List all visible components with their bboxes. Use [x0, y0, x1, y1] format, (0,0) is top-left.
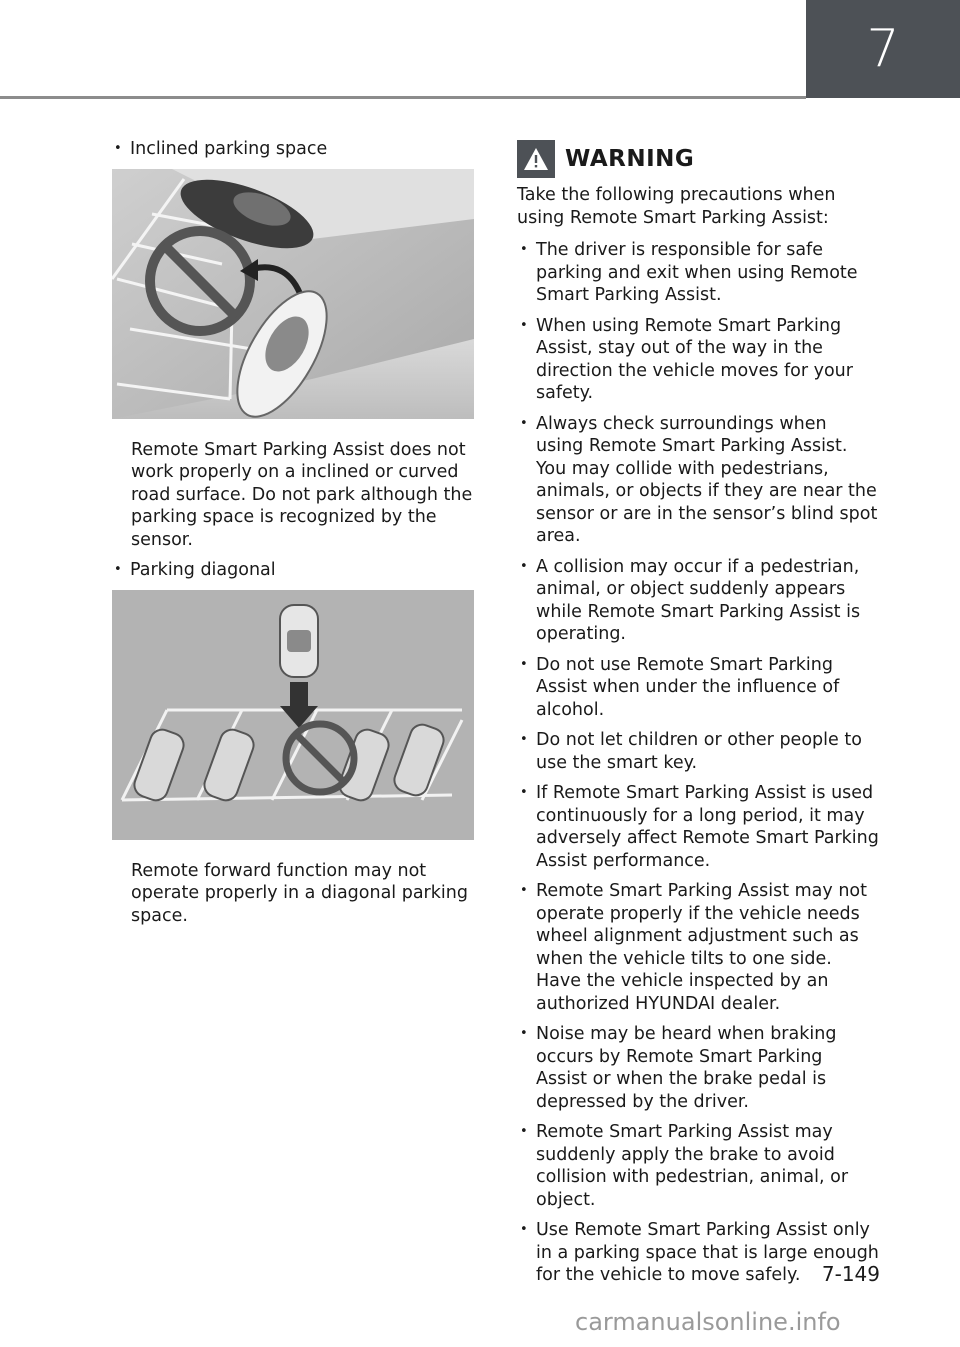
inclined-description: Remote Smart Parking Assist does not work properly on a inclined or curved road surface. Do not park although the parking space is recognized by the sensor. — [131, 439, 473, 550]
diagonal-description: Remote forward function may not operate properly in a diagonal parking space. — [131, 860, 468, 926]
warning-list — [517, 239, 879, 1287]
warning-intro: Take the following precautions when using Remote Smart Parking Assist: — [517, 185, 836, 228]
bullet-inclined: • Inclined parking space — [112, 138, 474, 161]
figure-inclined-parking — [112, 169, 474, 419]
figure-diagonal-parking — [112, 590, 474, 840]
warning-item: • Use Remote Smart Parking Assist only in a parking space that is large enough for the vehicle to move safely. — [517, 1219, 879, 1287]
warning-item: • The driver is responsible for safe parking and exit when using Remote Smart Parking Assist. — [517, 239, 879, 307]
header-rule — [0, 96, 806, 99]
warning-item: • Do not let children or other people to use the smart key. — [517, 729, 879, 774]
chapter-number: 7 — [866, 19, 900, 79]
page-number: 7-149 — [821, 1262, 880, 1286]
moving-car-icon — [280, 605, 318, 677]
warning-item: • A collision may occur if a pedestrian, animal, or object suddenly appears while Remote Smart Parking Assist is operating. — [517, 556, 879, 646]
warning-item: • Always check surroundings when using Remote Smart Parking Assist. You may collide with pedestrians, animals, or objects if they are near the sensor or are in the sensor’s blind spot area. — [517, 413, 879, 548]
warning-header — [517, 140, 879, 178]
warning-item: • When using Remote Smart Parking Assist, stay out of the way in the direction the vehicle moves for your safety. — [517, 315, 879, 405]
watermark: carmanualsonline.info — [575, 1308, 841, 1336]
bullet-diagonal: • Parking diagonal — [112, 559, 474, 582]
warning-item: • Remote Smart Parking Assist may suddenly apply the brake to avoid collision with pedestrian, animal, or object. — [517, 1121, 879, 1211]
warning-item: • Noise may be heard when braking occurs by Remote Smart Parking Assist or when the brake pedal is depressed by the driver. — [517, 1023, 879, 1113]
warning-box — [517, 140, 879, 1295]
warning-title: WARNING — [565, 146, 695, 172]
left-column — [112, 138, 474, 927]
warning-item: • Do not use Remote Smart Parking Assist when under the influence of alcohol. — [517, 654, 879, 722]
chapter-tab — [806, 0, 960, 98]
warning-triangle-icon — [517, 140, 555, 178]
warning-item: • Remote Smart Parking Assist may not operate properly if the vehicle needs wheel alignment adjustment such as when the vehicle tilts to one side. Have the vehicle inspected by an authorized HYUNDAI dealer. — [517, 880, 879, 1015]
warning-item: • If Remote Smart Parking Assist is used continuously for a long period, it may adversely affect Remote Smart Parking Assist performance. — [517, 782, 879, 872]
